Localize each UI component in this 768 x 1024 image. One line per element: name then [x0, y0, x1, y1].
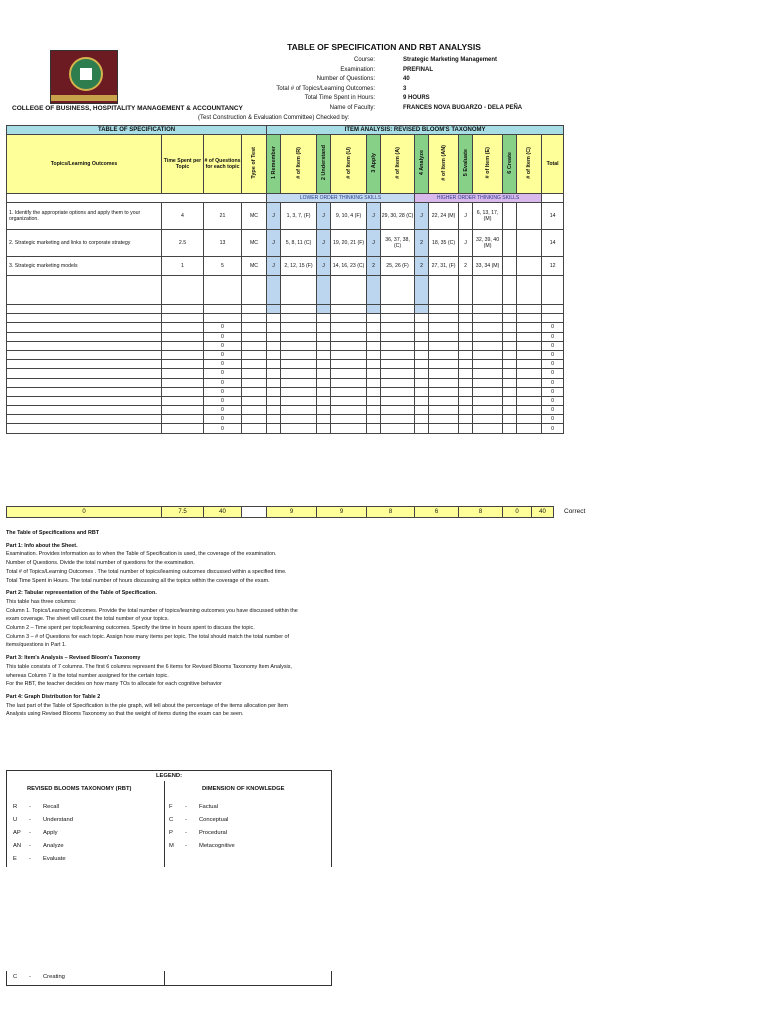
col-create: 6 Create: [503, 135, 517, 194]
table-row-zero: 0 0: [7, 415, 564, 424]
instruction-line: Column 3 – # of Questions for each topic. Assign how many items per topic. The total should match the total number of: [6, 633, 290, 640]
legend-dk-item: C - Conceptual: [169, 817, 229, 823]
info-value: 3: [403, 85, 407, 92]
info-value: 40: [403, 76, 410, 83]
college-logo: [50, 50, 118, 104]
correct-label: Correct: [564, 508, 586, 515]
legend-continued: [6, 971, 332, 986]
col-item-u: # of Item (U): [331, 135, 367, 194]
instruction-line: This table consists of 7 columns. The first 6 columns represent the 6 items for Revised Blooms Taxonomy Item Analysis,: [6, 663, 292, 670]
total-evaluate: 8: [459, 507, 503, 518]
table-row-zero: 0 0: [7, 424, 564, 433]
dk-legend-title: DIMENSION OF KNOWLEDGE: [202, 786, 285, 792]
legend-title: LEGEND:: [155, 773, 183, 779]
table-row-zero: 0 0: [7, 378, 564, 387]
rbt-legend-title: REVISED BLOOMS TAXONOMY (RBT): [27, 786, 132, 792]
table-row-zero: 0 0: [7, 387, 564, 396]
col-apply: 3 Apply: [367, 135, 381, 194]
instruction-line: Number of Questions. Divide the total number of questions for the examination.: [6, 560, 195, 567]
col-questions: # of Questions for each topic: [204, 135, 242, 194]
higher-order-label: HIGHER ORDER THINKING SKILLS: [415, 194, 542, 203]
table-row-blank: [7, 276, 564, 305]
table-row-zero: 0 0: [7, 396, 564, 405]
info-value: FRANCES NOVA BUGARZO - DELA PEÑA: [403, 104, 523, 111]
total-questions: 40: [204, 507, 242, 518]
info-value: 9 HOURS: [403, 95, 430, 102]
totals-row: [6, 506, 554, 518]
col-item-r: # of Item (R): [281, 135, 317, 194]
col-item-a: # of Item (A): [381, 135, 415, 194]
col-time: Time Spent per Topic: [162, 135, 204, 194]
legend-dk-item: F - Factual: [169, 804, 219, 810]
table-row-zero: 0 0: [7, 406, 564, 415]
total-time: 7.5: [162, 507, 204, 518]
total-remember: 9: [267, 507, 317, 518]
instruction-heading: Part 3: Item's Analysis – Revised Bloom's Taxonomy: [6, 655, 141, 662]
col-topics: Topics/Learning Outcomes: [7, 135, 162, 194]
grand-total: 40: [532, 507, 554, 518]
lower-order-label: LOWER ORDER THINKING SKILLS: [267, 194, 415, 203]
info-label: Course:: [353, 57, 375, 63]
instruction-line: items/questions in Part 1.: [6, 642, 67, 649]
info-value: Strategic Marketing Management: [403, 57, 498, 63]
col-understand: 2 Understand: [317, 135, 331, 194]
instruction-heading: Part 4: Graph Distribution for Table 2: [6, 693, 101, 700]
table-row-empty: [7, 305, 564, 314]
legend: [6, 770, 332, 867]
legend-rbt-item: R - Recall: [13, 804, 60, 810]
col-remember: 1 Remember: [267, 135, 281, 194]
col-item-an: # of Item (AN): [429, 135, 459, 194]
table-row: 3. Strategic marketing models 1 5 MC J 2, 12, 15 (F) J 14, 16, 23 (C) 2 25, 26 (F) 2 27, 31, (F) 2 33, 34 (M) 12: [7, 257, 564, 276]
instruction-line: Total Time Spent in Hours. The total number of hours discussing all the topics within the coverage of the exam.: [6, 577, 270, 584]
total-create: 0: [503, 507, 532, 518]
info-label: Examination:: [340, 66, 375, 73]
table-row-zero: 0 0: [7, 350, 564, 359]
info-label: Number of Questions:: [316, 76, 375, 83]
legend-rbt-item: AN - Analyze: [13, 843, 64, 849]
legend-dk-item: M - Metacognitive: [169, 843, 235, 849]
legend-rbt-item: U - Understand: [13, 817, 73, 823]
instruction-line: whereas Column 7 is the total number assigned for the certain topic.: [6, 672, 169, 679]
info-label: Total # of Topics/Learning Outcomes:: [276, 85, 375, 92]
table-row-zero: 0 0: [7, 360, 564, 369]
table-row-zero: 0 0: [7, 341, 564, 350]
col-item-e: # of Item (E): [473, 135, 503, 194]
college-name: COLLEGE OF BUSINESS, HOSPITALITY MANAGEMENT & ACCOUNTANCY: [12, 105, 243, 112]
instruction-line: Column 2 – Time spent per topic/learning outcomes. Specify the time in hours spent to discuss the topic.: [6, 625, 255, 632]
table-row-zero: 0 0: [7, 323, 564, 332]
total-analyze: 6: [415, 507, 459, 518]
instructions: [6, 529, 356, 719]
instruction-line: This table has three columns:: [6, 598, 77, 605]
logo-motto-band: [51, 95, 117, 101]
info-label: Name of Faculty:: [329, 104, 375, 111]
legend-rbt-item: AP - Apply: [13, 830, 58, 836]
specification-table: [6, 125, 564, 434]
col-evaluate: 5 Evaluate: [459, 135, 473, 194]
instruction-line: Total # of Topics/Learning Outcomes . The total number of topics/learning outcomes discussed within a specified time.: [6, 568, 287, 575]
info-value: PREFINAL: [403, 66, 433, 73]
table-row: 2. Strategic marketing and links to corporate strategy 2.5 13 MC J 5, 8, 11 (C) J 19, 20, 21 (F) J 36, 37, 38, (C) 2 18, 35 (C) J 32, 39, 40 (M) 14: [7, 230, 564, 257]
info-label: Total Time Spent in Hours:: [304, 95, 375, 102]
tos-band-header: TABLE OF SPECIFICATION: [7, 126, 267, 135]
instruction-heading: Part 1: Info about the Sheet.: [6, 542, 78, 549]
legend-dk-item: P - Procedural: [169, 830, 228, 836]
total-understand: 9: [317, 507, 367, 518]
instruction-heading: The Table of Specifications and RBT: [6, 530, 100, 536]
instruction-heading: Part 2: Tabular representation of the Table of Specification.: [6, 590, 157, 597]
instruction-line: Examination. Provides information as to when the Table of Specification is used, the coverage of the examination.: [6, 551, 277, 558]
table-row-empty: [7, 314, 564, 323]
page-title: TABLE OF SPECIFICATION AND RBT ANALYSIS: [287, 42, 481, 52]
table-row-zero: 0 0: [7, 332, 564, 341]
total-type: [242, 507, 267, 518]
col-total: Total: [542, 135, 564, 194]
instruction-line: For the RBT, the teacher decides on how many TOs to allocate for each cognitive behavior: [6, 681, 222, 688]
instruction-line: Analysis using Revised Blooms Taxonomy so that the weight of items during the exam can be seen.: [6, 711, 244, 718]
instruction-line: exam coverage. The sheet will count the total number of your topics.: [6, 616, 169, 623]
instruction-line: Column 1. Topics/Learning Outcomes. Provide the total number of topics/learning outcomes you have discussed within the: [6, 607, 298, 614]
col-type: Type of Test: [242, 135, 267, 194]
item-analysis-band-header: ITEM ANALYSIS: REVISED BLOOM'S TAXONOMY: [267, 126, 564, 135]
table-row-zero: 0 0: [7, 369, 564, 378]
col-item-c: # of Item (C): [517, 135, 542, 194]
table-row: 1. Identify the appropriate options and apply them to your organization. 4 21 MC J 1, 3, 7, (F) J 9, 10, 4 (F) J 29, 30, 28 (C) J 22, 24 (M) J 6, 13, 17, (M) 14: [7, 203, 564, 230]
committee-line: (Test Construction & Evaluation Committee) Checked by:: [198, 115, 350, 121]
seal-icon: [69, 57, 103, 91]
exam-info: [200, 56, 600, 114]
total-apply: 8: [367, 507, 415, 518]
col-analyze: 4 Analyze: [415, 135, 429, 194]
legend-rbt-item: E - Evaluate: [13, 856, 66, 862]
instruction-line: The last part of the Table of Specification is the pie graph, will tell about the percentage of the items allocation per Item: [6, 702, 288, 709]
total-topics: 0: [7, 507, 162, 518]
legend-rbt-item: C - Creating: [13, 974, 65, 980]
